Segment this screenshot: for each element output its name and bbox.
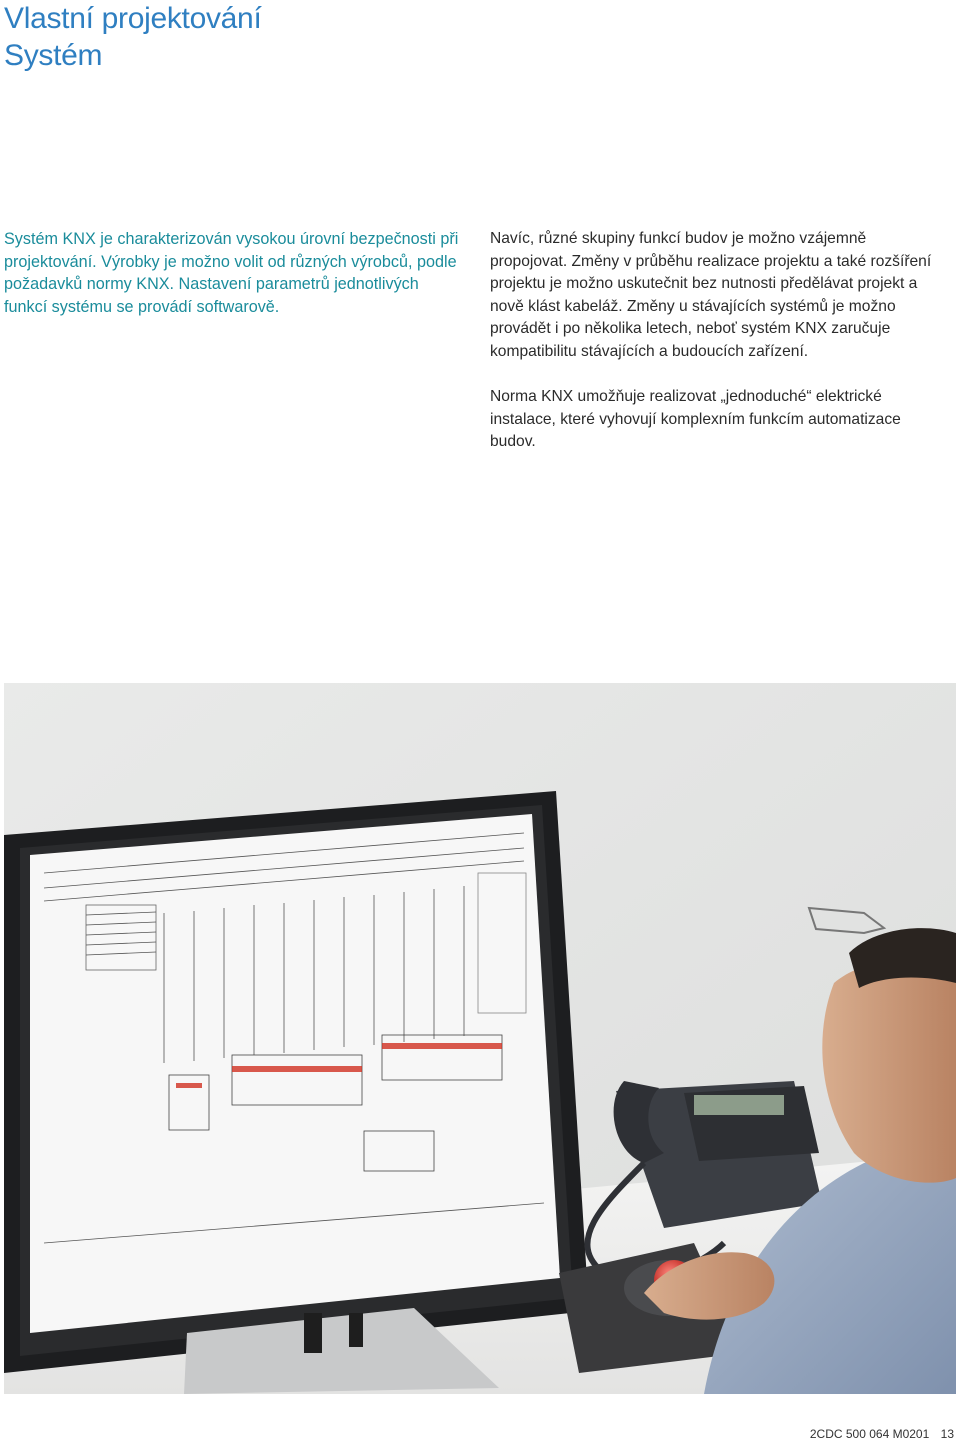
page-number: 13 bbox=[940, 1427, 954, 1441]
monitor bbox=[4, 791, 589, 1394]
page-title-line-2: Systém bbox=[4, 39, 103, 72]
photo-engineer-at-monitor bbox=[4, 683, 956, 1394]
document-number: 2CDC 500 064 M0201 bbox=[809, 1427, 930, 1441]
intro-paragraph: Systém KNX je charakterizován vysokou úrovní bezpečnosti při projektování. Výrobky je možno volit od různých výrobců, podle požadavků normy KNX. Nastavení parametrů jednotlivých funkcí systému se provádí softwarově. bbox=[4, 230, 459, 316]
page-footer bbox=[810, 1427, 954, 1441]
page-title bbox=[4, 0, 261, 74]
body-paragraph-2: Norma KNX umožňuje realizovat „jednoduché“ elektrické instalace, které vyhovují komplexním funkcím automatizace budov. bbox=[490, 388, 901, 450]
monitor-screen bbox=[30, 814, 560, 1333]
body-paragraph-1: Navíc, různé skupiny funkcí budov je možno vzájemně propojovat. Změny v průběhu realizace projektu a také rozšíření projektu je možno uskutečnit bez nutnosti předělávat projekt a nově klást kabeláž. Změny u stávajících systémů je možno provádět i po několika letech, neboť systém KNX zaručuje kompatibilitu stávajících a budoucích zařízení. bbox=[490, 230, 932, 360]
page-title-line-1: Vlastní projektování bbox=[4, 2, 262, 35]
body-column bbox=[490, 228, 940, 454]
